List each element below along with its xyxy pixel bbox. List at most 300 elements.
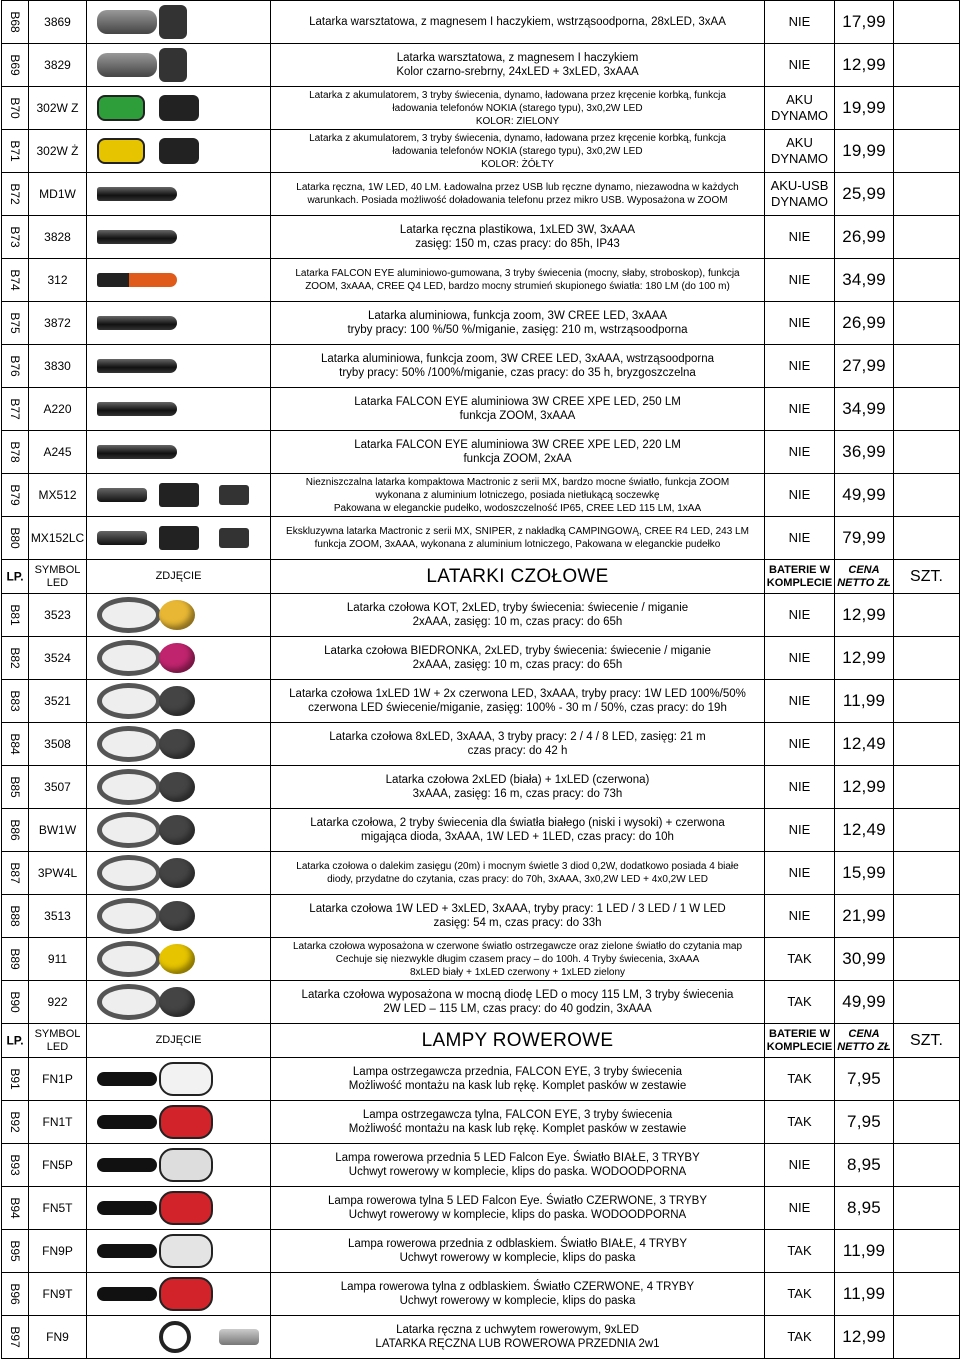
header-battery: BATERIE W KOMPLECIE — [765, 1024, 835, 1058]
header-lp — [2, 560, 29, 594]
product-description — [271, 981, 765, 1024]
description-line: czas pracy: do 42 h — [467, 745, 568, 757]
product-symbol: FN5P — [29, 1144, 87, 1187]
row-lp-label: B85 — [8, 776, 22, 798]
row-lp-label: B75 — [8, 312, 22, 334]
product-image — [87, 388, 271, 431]
quantity-cell[interactable] — [894, 766, 960, 809]
row-lp — [2, 981, 29, 1024]
description-line: Latarka z akumulatorem, 3 tryby świecenia, dynamo, ładowana przez kręcenie korbką, funkcja — [309, 132, 726, 144]
description-line: LATARKA RĘCZNA LUB ROWEROWA PRZEDNIA 2w1 — [375, 1338, 660, 1350]
quantity-cell[interactable] — [894, 130, 960, 173]
row-lp-label: B93 — [8, 1154, 22, 1176]
description-line: migająca dioda, 3xAAA, 1W LED + 1LED, czas pracy: do 10h — [361, 831, 674, 843]
product-description — [271, 259, 765, 302]
product-description — [271, 345, 765, 388]
product-description — [271, 1058, 765, 1101]
dynamo-light-icon — [87, 130, 270, 172]
product-symbol: MX152LC — [29, 517, 87, 560]
description-line: Latarka warsztatowa, z magnesem I haczykiem — [396, 52, 639, 64]
product-description — [271, 852, 765, 895]
battery-included: NIE — [765, 216, 835, 259]
product-symbol: FN9P — [29, 1230, 87, 1273]
description-line: Lampa rowerowa przednia 5 LED Falcon Eye. Światło BIAŁE, 3 TRYBY — [335, 1152, 700, 1164]
quantity-cell[interactable] — [894, 680, 960, 723]
product-row — [2, 345, 960, 388]
product-symbol: 3830 — [29, 345, 87, 388]
description-line: Możliwość montażu na kask lub rękę. Komplet pasków w zestawie — [348, 1080, 687, 1092]
net-price: 36,99 — [835, 431, 894, 474]
quantity-cell[interactable] — [894, 938, 960, 981]
battery-included: NIE — [765, 680, 835, 723]
row-lp — [2, 766, 29, 809]
product-row — [2, 216, 960, 259]
net-price: 15,99 — [835, 852, 894, 895]
battery-included: NIE — [765, 637, 835, 680]
description-line: diody, przydatne do czytania, czas pracy: do 70h, 3xAAA, 3x0,2W LED + 4x0,2W LED — [327, 874, 708, 885]
row-lp — [2, 44, 29, 87]
description-line: Lampa rowerowa przednia z odblaskiem. Światło BIAŁE, 4 TRYBY — [348, 1238, 687, 1250]
battery-included: TAK — [765, 1273, 835, 1316]
headlamp-icon — [87, 895, 270, 937]
row-lp-label: B76 — [8, 355, 22, 377]
description-line: Lampa rowerowa tylna z odblaskiem. Światło CZERWONE, 4 TRYBY — [340, 1281, 695, 1293]
flashlight-icon — [87, 259, 270, 301]
product-symbol: 3869 — [29, 1, 87, 44]
header-price: CENA NETTO ZŁ — [835, 560, 894, 594]
description-line: Latarka czołowa 1W LED + 3xLED, 3xAAA, tryby pracy: 1 LED / 3 LED / 1 W LED — [309, 903, 726, 915]
quantity-cell[interactable] — [894, 345, 960, 388]
row-lp-label: B87 — [8, 862, 22, 884]
row-lp-label: B95 — [8, 1240, 22, 1262]
battery-included: TAK — [765, 1230, 835, 1273]
product-symbol: 922 — [29, 981, 87, 1024]
row-lp — [2, 1273, 29, 1316]
row-lp-label: B79 — [8, 484, 22, 506]
net-price: 49,99 — [835, 474, 894, 517]
product-image — [87, 474, 271, 517]
quantity-cell[interactable] — [894, 637, 960, 680]
description-line: Latarka czołowa KOT, 2xLED, tryby świecenia: świecenie / miganie — [346, 602, 689, 614]
header-symbol: SYMBOL LED — [29, 1024, 87, 1058]
section-header — [2, 1024, 960, 1058]
bike-flashlight-icon — [87, 1316, 270, 1358]
description-line: Uchwyt rowerowy w komplecie, klips do paska. WODOODPORNA — [348, 1166, 687, 1178]
description-line: Latarka ręczna plastikowa, 1xLED 3W, 3xAAA — [399, 224, 636, 236]
product-row — [2, 809, 960, 852]
row-lp-label: B89 — [8, 948, 22, 970]
description-line: Ekskluzywna latarka Mactronic z serii MX, SNIPER, z nakładką CAMPINGOWĄ, CREE R4 LED, 243 LM — [286, 526, 749, 537]
net-price: 12,99 — [835, 44, 894, 87]
product-description — [271, 1187, 765, 1230]
row-lp-label: B71 — [8, 140, 22, 162]
net-price: 12,99 — [835, 594, 894, 637]
product-symbol: 3828 — [29, 216, 87, 259]
description-line: wykonana z aluminium lotniczego, posiada nietłukącą soczewkę — [375, 489, 660, 501]
row-lp-label: B78 — [8, 441, 22, 463]
description-line: ZOOM, 3xAAA, CREE Q4 LED, bardzo mocny strumień skupionego światła: 180 LM (do 100 m) — [305, 281, 730, 292]
description-line: Latarka FALCON EYE aluminiowa 3W CREE XPE LED, 250 LM — [354, 396, 681, 408]
description-line: funkcja ZOOM, 3xAAA, wykonana z aluminium lotniczego, Pakowana w eleganckie pudełko — [314, 539, 721, 550]
header-symbol: SYMBOL LED — [29, 560, 87, 594]
headlamp-icon — [87, 852, 270, 894]
description-line: KOLOR: ŻÓŁTY — [481, 158, 554, 170]
product-row — [2, 1, 960, 44]
product-symbol: 3523 — [29, 594, 87, 637]
quantity-cell[interactable] — [894, 87, 960, 130]
product-image — [87, 130, 271, 173]
quantity-cell[interactable] — [894, 1101, 960, 1144]
row-lp — [2, 637, 29, 680]
product-row — [2, 431, 960, 474]
description-line: Możliwość montażu na kask lub rękę. Komplet pasków w zestawie — [348, 1123, 687, 1135]
battery-included: NIE — [765, 259, 835, 302]
product-row — [2, 388, 960, 431]
row-lp-label: B94 — [8, 1197, 22, 1219]
row-lp-label: B92 — [8, 1111, 22, 1133]
row-lp — [2, 87, 29, 130]
row-lp — [2, 594, 29, 637]
product-description — [271, 87, 765, 130]
header-lp-label: LP. — [6, 1033, 24, 1047]
battery-included: NIE — [765, 594, 835, 637]
row-lp-label: B70 — [8, 97, 22, 119]
product-symbol: 3PW4L — [29, 852, 87, 895]
product-symbol: FN9T — [29, 1273, 87, 1316]
description-line: Latarka czołowa wyposażona w mocną diodę LED o mocy 115 LM, 3 tryby świecenia — [301, 989, 734, 1001]
net-price: 19,99 — [835, 87, 894, 130]
product-row — [2, 517, 960, 560]
description-line: Latarka ręczna z uchwytem rowerowym, 9xLED — [396, 1324, 639, 1336]
usb-flashlight-icon — [87, 173, 270, 215]
description-line: Latarka aluminiowa, funkcja zoom, 3W CREE LED, 3xAAA, wstrząsoodporna — [320, 353, 715, 365]
net-price: 12,49 — [835, 809, 894, 852]
description-line: Latarka FALCON EYE aluminiowo-gumowana, 3 tryby świecenia (mocny, słaby, stroboskop), funkcja — [295, 268, 740, 279]
product-symbol: 911 — [29, 938, 87, 981]
product-symbol: A220 — [29, 388, 87, 431]
product-image — [87, 44, 271, 87]
row-lp — [2, 345, 29, 388]
header-lp — [2, 1024, 29, 1058]
product-description — [271, 809, 765, 852]
row-lp-label: B80 — [8, 527, 22, 549]
net-price: 12,99 — [835, 766, 894, 809]
quantity-cell[interactable] — [894, 1273, 960, 1316]
product-description — [271, 1144, 765, 1187]
description-line: zasięg: 150 m, czas pracy: do 85h, IP43 — [415, 238, 620, 250]
quantity-cell[interactable] — [894, 259, 960, 302]
battery-included: TAK — [765, 1316, 835, 1359]
quantity-cell[interactable] — [894, 517, 960, 560]
battery-included: TAK — [765, 1058, 835, 1101]
product-image — [87, 809, 271, 852]
quantity-cell[interactable] — [894, 852, 960, 895]
quantity-cell[interactable] — [894, 809, 960, 852]
product-image — [87, 345, 271, 388]
row-lp-label: B88 — [8, 905, 22, 927]
row-lp — [2, 130, 29, 173]
product-symbol: 3521 — [29, 680, 87, 723]
product-symbol: FN9 — [29, 1316, 87, 1359]
quantity-cell[interactable] — [894, 1230, 960, 1273]
bike-light-rear-icon — [87, 1273, 270, 1315]
quantity-cell[interactable] — [894, 1187, 960, 1230]
work-light-icon — [87, 1, 270, 43]
net-price: 12,49 — [835, 723, 894, 766]
product-row — [2, 594, 960, 637]
product-symbol: 302W Ż — [29, 130, 87, 173]
work-light-icon — [87, 44, 270, 86]
quantity-cell[interactable] — [894, 474, 960, 517]
net-price: 11,99 — [835, 680, 894, 723]
product-description — [271, 1273, 765, 1316]
product-description — [271, 302, 765, 345]
battery-included: NIE — [765, 895, 835, 938]
net-price: 7,95 — [835, 1101, 894, 1144]
product-image — [87, 981, 271, 1024]
product-image — [87, 259, 271, 302]
description-line: Latarka czołowa wyposażona w czerwone światło ostrzegawcze oraz zielone światło do czytania map — [292, 940, 743, 952]
product-description — [271, 766, 765, 809]
bike-light-front-icon — [87, 1144, 270, 1186]
description-line: tryby pracy: 50% /100%/miganie, czas pracy: do 35 h, bryzgoszczelna — [339, 367, 696, 379]
battery-included: NIE — [765, 809, 835, 852]
product-image — [87, 216, 271, 259]
net-price: 17,99 — [835, 1, 894, 44]
battery-included: NIE — [765, 517, 835, 560]
product-row — [2, 173, 960, 216]
description-line: ładowania telefonów NOKIA (starego typu), 3x0,2W LED — [392, 102, 643, 114]
product-image — [87, 1230, 271, 1273]
quantity-cell[interactable] — [894, 594, 960, 637]
quantity-cell[interactable] — [894, 723, 960, 766]
battery-included: NIE — [765, 852, 835, 895]
description-line: 3xAAA, zasięg: 16 m, czas pracy: do 73h — [412, 788, 623, 800]
product-row — [2, 766, 960, 809]
description-line: Lampa ostrzegawcza tylna, FALCON EYE, 3 tryby świecenia — [362, 1109, 673, 1121]
description-line: Latarka czołowa BIEDRONKA, 2xLED, tryby świecenia: świecenie / miganie — [324, 645, 711, 657]
product-row — [2, 302, 960, 345]
product-description — [271, 474, 765, 517]
headlamp-icon — [87, 680, 270, 722]
product-row — [2, 723, 960, 766]
product-description — [271, 680, 765, 723]
product-image — [87, 87, 271, 130]
quantity-cell[interactable] — [894, 431, 960, 474]
product-row — [2, 1230, 960, 1273]
battery-included: NIE — [765, 1144, 835, 1187]
row-lp-label: B69 — [8, 54, 22, 76]
product-description — [271, 938, 765, 981]
quantity-cell[interactable] — [894, 44, 960, 87]
description-line: Latarka czołowa o dalekim zasięgu (20m) i mocnym świetle 3 diod 0,2W, dodatkowo posiada 4 białe — [296, 861, 739, 872]
description-line: funkcja ZOOM, 3xAAA — [459, 410, 576, 422]
row-lp-label: B68 — [8, 11, 22, 33]
cat-headlamp-icon — [87, 594, 270, 636]
product-description — [271, 517, 765, 560]
description-line: ładowania telefonów NOKIA (starego typu), 3x0,2W LED — [392, 145, 643, 157]
net-price: 25,99 — [835, 173, 894, 216]
row-lp — [2, 895, 29, 938]
row-lp-label: B97 — [8, 1326, 22, 1348]
quantity-cell[interactable] — [894, 173, 960, 216]
quantity-cell[interactable] — [894, 1144, 960, 1187]
row-lp — [2, 852, 29, 895]
header-image: ZDJĘCIE — [87, 1024, 271, 1058]
net-price: 8,95 — [835, 1187, 894, 1230]
row-lp — [2, 1058, 29, 1101]
product-image — [87, 723, 271, 766]
battery-included: NIE — [765, 1187, 835, 1230]
battery-included: NIE — [765, 766, 835, 809]
product-row — [2, 259, 960, 302]
battery-included: NIE — [765, 474, 835, 517]
product-description — [271, 216, 765, 259]
row-lp — [2, 680, 29, 723]
headlamp-icon — [87, 938, 270, 980]
product-symbol: 312 — [29, 259, 87, 302]
section-header — [2, 560, 960, 594]
description-line: Uchwyt rowerowy w komplecie, klips do paska — [399, 1252, 636, 1264]
description-line: Latarka z akumulatorem, 3 tryby świecenia, dynamo, ładowana przez kręcenie korbką, funkcja — [309, 89, 726, 101]
product-row — [2, 474, 960, 517]
row-lp-label: B96 — [8, 1283, 22, 1305]
description-line: Latarka ręczna, 1W LED, 40 LM. Ładowalna przez USB lub ręczne dynamo, niezawodna w każdych — [296, 182, 739, 193]
row-lp-label: B90 — [8, 991, 22, 1013]
battery-included: TAK — [765, 938, 835, 981]
battery-included: TAK — [765, 981, 835, 1024]
product-description — [271, 1101, 765, 1144]
net-price: 34,99 — [835, 259, 894, 302]
product-symbol: 3829 — [29, 44, 87, 87]
product-row — [2, 637, 960, 680]
battery-included: NIE — [765, 302, 835, 345]
compact-flashlight-icon — [87, 517, 270, 559]
description-line: Latarka aluminiowa, funkcja zoom, 3W CREE LED, 3xAAA — [367, 310, 668, 322]
description-line: Lampa rowerowa tylna 5 LED Falcon Eye. Światło CZERWONE, 3 TRYBY — [327, 1195, 707, 1207]
quantity-cell[interactable] — [894, 895, 960, 938]
product-image — [87, 431, 271, 474]
quantity-cell[interactable] — [894, 216, 960, 259]
row-lp — [2, 517, 29, 560]
row-lp-label: B77 — [8, 398, 22, 420]
battery-included: TAK — [765, 1101, 835, 1144]
description-line: Kolor czarno-srebrny, 24xLED + 3xLED, 3xAAA — [396, 66, 639, 78]
row-lp — [2, 173, 29, 216]
description-line: 2W LED – 115 LM, czas pracy: do 40 godzin, 3xAAA — [383, 1003, 652, 1015]
description-line: Uchwyt rowerowy w komplecie, klips do paska — [399, 1295, 636, 1307]
product-description — [271, 130, 765, 173]
product-description — [271, 44, 765, 87]
row-lp — [2, 216, 29, 259]
flashlight-icon — [87, 302, 270, 344]
bike-light-rear-icon — [87, 1101, 270, 1143]
dynamo-light-icon — [87, 87, 270, 129]
row-lp-label: B73 — [8, 226, 22, 248]
net-price: 30,99 — [835, 938, 894, 981]
row-lp-label: B81 — [8, 604, 22, 626]
product-symbol: FN1P — [29, 1058, 87, 1101]
quantity-cell[interactable] — [894, 981, 960, 1024]
quantity-cell[interactable] — [894, 1, 960, 44]
headlamp-icon — [87, 766, 270, 808]
net-price: 12,99 — [835, 637, 894, 680]
row-lp — [2, 431, 29, 474]
net-price: 26,99 — [835, 216, 894, 259]
description-line: Lampa ostrzegawcza przednia, FALCON EYE, 3 tryby świecenia — [352, 1066, 683, 1078]
product-description — [271, 388, 765, 431]
product-row — [2, 680, 960, 723]
description-line: tryby pracy: 100 %/50 %/miganie, zasięg: 210 m, wstrząsoodporna — [347, 324, 688, 336]
product-symbol: 3507 — [29, 766, 87, 809]
bike-light-front-icon — [87, 1058, 270, 1100]
product-image — [87, 852, 271, 895]
row-lp — [2, 302, 29, 345]
battery-included: NIE — [765, 431, 835, 474]
row-lp-label: B86 — [8, 819, 22, 841]
bike-light-front-icon — [87, 1230, 270, 1272]
headlamp-icon — [87, 723, 270, 765]
quantity-cell[interactable] — [894, 1058, 960, 1101]
product-description — [271, 637, 765, 680]
row-lp-label: B83 — [8, 690, 22, 712]
description-line: Latarka FALCON EYE aluminiowa 3W CREE XPE LED, 220 LM — [354, 439, 681, 451]
product-row — [2, 1273, 960, 1316]
row-lp-label: B82 — [8, 647, 22, 669]
description-line: Latarka czołowa 1xLED 1W + 2x czerwona LED, 3xAAA, tryby pracy: 1W LED 100%/50% — [289, 688, 746, 700]
description-line: Cechuje się niezwykle długim czasem pracy – do 100h. 4 Tryby świecenia, 3xAAA — [335, 953, 700, 965]
row-lp — [2, 474, 29, 517]
net-price: 26,99 — [835, 302, 894, 345]
description-line: KOLOR: ZIELONY — [475, 115, 560, 127]
product-row — [2, 852, 960, 895]
quantity-cell[interactable] — [894, 302, 960, 345]
product-symbol: 3508 — [29, 723, 87, 766]
net-price: 12,99 — [835, 1316, 894, 1359]
net-price: 11,99 — [835, 1273, 894, 1316]
section-title: LAMPY ROWEROWE — [271, 1024, 765, 1058]
product-description — [271, 723, 765, 766]
bike-light-rear-icon — [87, 1187, 270, 1229]
product-image — [87, 938, 271, 981]
compact-flashlight-icon — [87, 474, 270, 516]
product-symbol: 3872 — [29, 302, 87, 345]
row-lp — [2, 1187, 29, 1230]
product-symbol: MX512 — [29, 474, 87, 517]
row-lp — [2, 1316, 29, 1359]
quantity-cell[interactable] — [894, 388, 960, 431]
description-line: Latarka czołowa, 2 tryby świecenia dla światła białego (niski i wysoki) + czerwona — [310, 817, 725, 829]
battery-included: AKU DYNAMO — [765, 87, 835, 130]
quantity-cell[interactable] — [894, 1316, 960, 1359]
headlamp-icon — [87, 981, 270, 1023]
description-line: Uchwyt rowerowy w komplecie, klips do paska. WODOODPORNA — [348, 1209, 687, 1221]
product-description — [271, 1, 765, 44]
net-price: 34,99 — [835, 388, 894, 431]
description-line: 8xLED biały + 1xLED czerwony + 1xLED zielony — [409, 966, 626, 978]
flashlight-icon — [87, 388, 270, 430]
product-image — [87, 1144, 271, 1187]
description-line: czerwona LED świecenie/miganie, zasięg: 100% - 30 m / 50%, czas pracy: do 19h — [308, 702, 727, 714]
product-symbol: 302W Z — [29, 87, 87, 130]
header-szt: SZT. — [894, 560, 960, 594]
header-lp-label: LP. — [6, 569, 24, 583]
product-row — [2, 87, 960, 130]
header-battery: BATERIE W KOMPLECIE — [765, 560, 835, 594]
product-row — [2, 895, 960, 938]
product-row — [2, 1101, 960, 1144]
product-row — [2, 981, 960, 1024]
